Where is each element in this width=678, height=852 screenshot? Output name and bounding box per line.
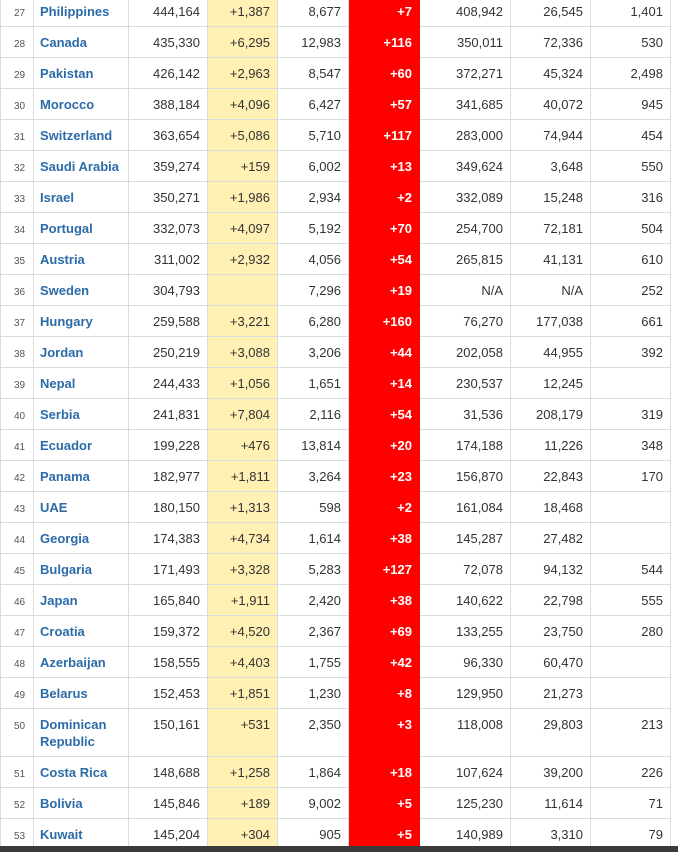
table-row xyxy=(1,585,671,616)
country-link[interactable]: UAE xyxy=(40,500,68,515)
new-deaths: +8 xyxy=(349,678,420,709)
country-link[interactable]: Georgia xyxy=(40,531,90,546)
new-cases: +4,403 xyxy=(208,647,278,678)
serious-critical: 348 xyxy=(591,430,671,461)
row-rank: 53 xyxy=(1,819,34,850)
new-deaths: +18 xyxy=(349,757,420,788)
total-cases: 148,688 xyxy=(129,757,208,788)
country-cell xyxy=(34,89,129,120)
total-recovered: 254,700 xyxy=(420,213,511,244)
country-cell xyxy=(34,0,129,27)
active-cases: 22,843 xyxy=(511,461,591,492)
country-link[interactable]: Costa Rica xyxy=(40,765,108,780)
serious-critical: 1,401 xyxy=(591,0,671,27)
total-recovered: 129,950 xyxy=(420,678,511,709)
row-rank: 50 xyxy=(1,709,34,757)
new-cases: +4,097 xyxy=(208,213,278,244)
country-cell xyxy=(34,120,129,151)
total-recovered: 145,287 xyxy=(420,523,511,554)
table-row xyxy=(1,523,671,554)
active-cases: 15,248 xyxy=(511,182,591,213)
new-cases: +4,520 xyxy=(208,616,278,647)
total-deaths: 1,614 xyxy=(278,523,349,554)
total-deaths: 2,367 xyxy=(278,616,349,647)
new-deaths: +44 xyxy=(349,337,420,368)
new-cases: +2,963 xyxy=(208,58,278,89)
serious-critical: 504 xyxy=(591,213,671,244)
total-cases: 388,184 xyxy=(129,89,208,120)
country-link[interactable]: Azerbaijan xyxy=(40,655,106,670)
total-recovered: 125,230 xyxy=(420,788,511,819)
row-rank: 27 xyxy=(1,0,34,27)
serious-critical: 319 xyxy=(591,399,671,430)
active-cases: 72,181 xyxy=(511,213,591,244)
active-cases: 208,179 xyxy=(511,399,591,430)
table-row xyxy=(1,151,671,182)
total-cases: 152,453 xyxy=(129,678,208,709)
total-deaths: 9,002 xyxy=(278,788,349,819)
serious-critical: 316 xyxy=(591,182,671,213)
country-link[interactable]: Belarus xyxy=(40,686,88,701)
active-cases: 12,245 xyxy=(511,368,591,399)
country-cell xyxy=(34,585,129,616)
table-row xyxy=(1,678,671,709)
table-row xyxy=(1,213,671,244)
total-deaths: 5,283 xyxy=(278,554,349,585)
serious-critical xyxy=(591,523,671,554)
active-cases: 45,324 xyxy=(511,58,591,89)
new-deaths: +5 xyxy=(349,819,420,850)
serious-critical: 170 xyxy=(591,461,671,492)
total-deaths: 5,710 xyxy=(278,120,349,151)
country-cell xyxy=(34,788,129,819)
total-recovered: 107,624 xyxy=(420,757,511,788)
country-link[interactable]: Switzerland xyxy=(40,128,113,143)
country-cell xyxy=(34,27,129,58)
serious-critical: 392 xyxy=(591,337,671,368)
row-rank: 52 xyxy=(1,788,34,819)
total-cases: 359,274 xyxy=(129,151,208,182)
active-cases: 11,614 xyxy=(511,788,591,819)
total-recovered: 96,330 xyxy=(420,647,511,678)
new-cases: +4,096 xyxy=(208,89,278,120)
country-cell xyxy=(34,182,129,213)
serious-critical: 226 xyxy=(591,757,671,788)
table-row xyxy=(1,368,671,399)
new-deaths: +2 xyxy=(349,492,420,523)
total-deaths: 1,864 xyxy=(278,757,349,788)
total-cases: 174,383 xyxy=(129,523,208,554)
country-link[interactable]: Philippines xyxy=(40,4,110,19)
new-cases: +2,932 xyxy=(208,244,278,275)
country-cell xyxy=(34,678,129,709)
row-rank: 32 xyxy=(1,151,34,182)
country-cell xyxy=(34,368,129,399)
row-rank: 38 xyxy=(1,337,34,368)
table-row xyxy=(1,461,671,492)
total-recovered: 202,058 xyxy=(420,337,511,368)
total-recovered: 341,685 xyxy=(420,89,511,120)
bottom-scrollbar[interactable] xyxy=(0,846,678,852)
total-recovered: 140,622 xyxy=(420,585,511,616)
country-cell xyxy=(34,709,129,757)
total-cases: 250,219 xyxy=(129,337,208,368)
new-deaths: +54 xyxy=(349,399,420,430)
new-cases: +1,911 xyxy=(208,585,278,616)
active-cases: 21,273 xyxy=(511,678,591,709)
total-recovered: 350,011 xyxy=(420,27,511,58)
new-cases: +159 xyxy=(208,151,278,182)
serious-critical: 280 xyxy=(591,616,671,647)
new-cases: +531 xyxy=(208,709,278,757)
table-row xyxy=(1,399,671,430)
total-cases: 159,372 xyxy=(129,616,208,647)
total-deaths: 1,651 xyxy=(278,368,349,399)
country-cell xyxy=(34,337,129,368)
country-link[interactable]: Kuwait xyxy=(40,827,83,842)
new-deaths: +2 xyxy=(349,182,420,213)
country-link[interactable]: Hungary xyxy=(40,314,93,329)
total-cases: 244,433 xyxy=(129,368,208,399)
active-cases: 22,798 xyxy=(511,585,591,616)
table-row xyxy=(1,819,671,850)
new-deaths: +42 xyxy=(349,647,420,678)
active-cases: 177,038 xyxy=(511,306,591,337)
active-cases: N/A xyxy=(511,275,591,306)
row-rank: 28 xyxy=(1,27,34,58)
country-cell xyxy=(34,306,129,337)
total-cases: 241,831 xyxy=(129,399,208,430)
active-cases: 23,750 xyxy=(511,616,591,647)
total-deaths: 3,264 xyxy=(278,461,349,492)
table-row xyxy=(1,244,671,275)
country-link[interactable]: Japan xyxy=(40,593,78,608)
country-link[interactable]: Portugal xyxy=(40,221,93,236)
active-cases: 72,336 xyxy=(511,27,591,58)
total-cases: 158,555 xyxy=(129,647,208,678)
serious-critical: 2,498 xyxy=(591,58,671,89)
row-rank: 37 xyxy=(1,306,34,337)
new-deaths: +13 xyxy=(349,151,420,182)
new-deaths: +7 xyxy=(349,0,420,27)
country-cell xyxy=(34,213,129,244)
total-recovered: 118,008 xyxy=(420,709,511,757)
total-cases: 332,073 xyxy=(129,213,208,244)
row-rank: 48 xyxy=(1,647,34,678)
total-deaths: 2,350 xyxy=(278,709,349,757)
new-deaths: +38 xyxy=(349,585,420,616)
total-cases: 444,164 xyxy=(129,0,208,27)
active-cases: 41,131 xyxy=(511,244,591,275)
total-cases: 145,204 xyxy=(129,819,208,850)
country-cell xyxy=(34,819,129,850)
country-cell xyxy=(34,647,129,678)
table-row xyxy=(1,647,671,678)
country-cell xyxy=(34,461,129,492)
country-cell xyxy=(34,399,129,430)
serious-critical: 454 xyxy=(591,120,671,151)
row-rank: 39 xyxy=(1,368,34,399)
table-row xyxy=(1,89,671,120)
new-deaths: +70 xyxy=(349,213,420,244)
total-deaths: 6,427 xyxy=(278,89,349,120)
row-rank: 42 xyxy=(1,461,34,492)
serious-critical xyxy=(591,492,671,523)
total-deaths: 6,280 xyxy=(278,306,349,337)
new-cases: +1,811 xyxy=(208,461,278,492)
total-recovered: 265,815 xyxy=(420,244,511,275)
total-deaths: 2,934 xyxy=(278,182,349,213)
country-link[interactable]: Nepal xyxy=(40,376,76,391)
serious-critical xyxy=(591,647,671,678)
total-recovered: 133,255 xyxy=(420,616,511,647)
new-cases: +476 xyxy=(208,430,278,461)
active-cases: 29,803 xyxy=(511,709,591,757)
total-cases: 304,793 xyxy=(129,275,208,306)
country-link[interactable]: Bolivia xyxy=(40,796,83,811)
new-cases: +3,221 xyxy=(208,306,278,337)
table-row xyxy=(1,120,671,151)
new-deaths: +3 xyxy=(349,709,420,757)
total-cases: 259,588 xyxy=(129,306,208,337)
serious-critical: 945 xyxy=(591,89,671,120)
new-cases: +6,295 xyxy=(208,27,278,58)
new-cases: +7,804 xyxy=(208,399,278,430)
total-deaths: 6,002 xyxy=(278,151,349,182)
new-cases: +4,734 xyxy=(208,523,278,554)
total-recovered: 408,942 xyxy=(420,0,511,27)
total-recovered: 140,989 xyxy=(420,819,511,850)
total-deaths: 8,547 xyxy=(278,58,349,89)
serious-critical: 661 xyxy=(591,306,671,337)
table-row xyxy=(1,337,671,368)
total-deaths: 1,755 xyxy=(278,647,349,678)
table-row xyxy=(1,306,671,337)
country-link[interactable]: Jordan xyxy=(40,345,84,360)
total-recovered: 372,271 xyxy=(420,58,511,89)
active-cases: 74,944 xyxy=(511,120,591,151)
table-row xyxy=(1,58,671,89)
total-cases: 182,977 xyxy=(129,461,208,492)
new-cases: +1,387 xyxy=(208,0,278,27)
total-recovered: 156,870 xyxy=(420,461,511,492)
new-deaths: +127 xyxy=(349,554,420,585)
country-cell xyxy=(34,492,129,523)
serious-critical: 213 xyxy=(591,709,671,757)
row-rank: 43 xyxy=(1,492,34,523)
row-rank: 47 xyxy=(1,616,34,647)
new-deaths: +19 xyxy=(349,275,420,306)
total-recovered: 349,624 xyxy=(420,151,511,182)
total-recovered: 332,089 xyxy=(420,182,511,213)
total-deaths: 2,116 xyxy=(278,399,349,430)
active-cases: 3,310 xyxy=(511,819,591,850)
table-row xyxy=(1,554,671,585)
row-rank: 33 xyxy=(1,182,34,213)
total-recovered: 76,270 xyxy=(420,306,511,337)
country-cell xyxy=(34,151,129,182)
active-cases: 39,200 xyxy=(511,757,591,788)
country-link[interactable]: Croatia xyxy=(40,624,85,639)
country-link[interactable]: Panama xyxy=(40,469,90,484)
serious-critical: 71 xyxy=(591,788,671,819)
new-deaths: +117 xyxy=(349,120,420,151)
serious-critical: 252 xyxy=(591,275,671,306)
new-deaths: +69 xyxy=(349,616,420,647)
row-rank: 34 xyxy=(1,213,34,244)
new-deaths: +160 xyxy=(349,306,420,337)
total-cases: 150,161 xyxy=(129,709,208,757)
row-rank: 44 xyxy=(1,523,34,554)
new-cases: +1,851 xyxy=(208,678,278,709)
serious-critical: 550 xyxy=(591,151,671,182)
total-deaths: 905 xyxy=(278,819,349,850)
row-rank: 41 xyxy=(1,430,34,461)
active-cases: 60,470 xyxy=(511,647,591,678)
table-row xyxy=(1,182,671,213)
new-cases: +3,088 xyxy=(208,337,278,368)
table-body xyxy=(1,0,671,850)
new-deaths: +60 xyxy=(349,58,420,89)
total-cases: 435,330 xyxy=(129,27,208,58)
table-row xyxy=(1,0,671,27)
row-rank: 51 xyxy=(1,757,34,788)
country-cell xyxy=(34,275,129,306)
active-cases: 44,955 xyxy=(511,337,591,368)
new-deaths: +20 xyxy=(349,430,420,461)
row-rank: 29 xyxy=(1,58,34,89)
row-rank: 35 xyxy=(1,244,34,275)
new-deaths: +57 xyxy=(349,89,420,120)
serious-critical: 79 xyxy=(591,819,671,850)
new-deaths: +116 xyxy=(349,27,420,58)
row-rank: 40 xyxy=(1,399,34,430)
country-cell xyxy=(34,523,129,554)
serious-critical xyxy=(591,678,671,709)
table-row xyxy=(1,788,671,819)
total-cases: 311,002 xyxy=(129,244,208,275)
country-cell xyxy=(34,244,129,275)
new-deaths: +14 xyxy=(349,368,420,399)
country-link[interactable]: Morocco xyxy=(40,97,95,112)
total-recovered: 161,084 xyxy=(420,492,511,523)
total-deaths: 598 xyxy=(278,492,349,523)
country-link[interactable]: Dominican Republic xyxy=(40,717,107,749)
new-cases: +1,258 xyxy=(208,757,278,788)
active-cases: 3,648 xyxy=(511,151,591,182)
table-row xyxy=(1,757,671,788)
new-cases: +1,313 xyxy=(208,492,278,523)
total-recovered: N/A xyxy=(420,275,511,306)
total-deaths: 12,983 xyxy=(278,27,349,58)
total-recovered: 31,536 xyxy=(420,399,511,430)
serious-critical xyxy=(591,368,671,399)
country-link[interactable]: Serbia xyxy=(40,407,80,422)
row-rank: 30 xyxy=(1,89,34,120)
active-cases: 40,072 xyxy=(511,89,591,120)
country-link[interactable]: Israel xyxy=(40,190,74,205)
serious-critical: 544 xyxy=(591,554,671,585)
row-rank: 31 xyxy=(1,120,34,151)
table-row xyxy=(1,27,671,58)
total-deaths: 1,230 xyxy=(278,678,349,709)
country-link[interactable]: Pakistan xyxy=(40,66,94,81)
total-deaths: 5,192 xyxy=(278,213,349,244)
total-cases: 145,846 xyxy=(129,788,208,819)
active-cases: 26,545 xyxy=(511,0,591,27)
total-cases: 165,840 xyxy=(129,585,208,616)
table-row xyxy=(1,430,671,461)
total-deaths: 7,296 xyxy=(278,275,349,306)
total-recovered: 174,188 xyxy=(420,430,511,461)
total-cases: 350,271 xyxy=(129,182,208,213)
country-cell xyxy=(34,430,129,461)
country-link[interactable]: Bulgaria xyxy=(40,562,93,577)
country-link[interactable]: Saudi Arabia xyxy=(40,159,119,174)
new-cases: +1,056 xyxy=(208,368,278,399)
country-cell xyxy=(34,616,129,647)
row-rank: 49 xyxy=(1,678,34,709)
country-cell xyxy=(34,58,129,89)
row-rank: 46 xyxy=(1,585,34,616)
serious-critical: 555 xyxy=(591,585,671,616)
total-cases: 180,150 xyxy=(129,492,208,523)
total-recovered: 230,537 xyxy=(420,368,511,399)
table-row xyxy=(1,616,671,647)
new-deaths: +5 xyxy=(349,788,420,819)
table-row xyxy=(1,709,671,757)
new-cases: +3,328 xyxy=(208,554,278,585)
country-link[interactable]: Canada xyxy=(40,35,87,50)
new-cases: +1,986 xyxy=(208,182,278,213)
total-cases: 426,142 xyxy=(129,58,208,89)
table-row xyxy=(1,492,671,523)
new-cases: +304 xyxy=(208,819,278,850)
serious-critical: 610 xyxy=(591,244,671,275)
active-cases: 11,226 xyxy=(511,430,591,461)
total-deaths: 8,677 xyxy=(278,0,349,27)
new-cases: +189 xyxy=(208,788,278,819)
country-link[interactable]: Austria xyxy=(40,252,85,267)
row-rank: 36 xyxy=(1,275,34,306)
active-cases: 18,468 xyxy=(511,492,591,523)
new-deaths: +54 xyxy=(349,244,420,275)
total-recovered: 283,000 xyxy=(420,120,511,151)
table-row xyxy=(1,275,671,306)
country-link[interactable]: Ecuador xyxy=(40,438,93,453)
total-deaths: 4,056 xyxy=(278,244,349,275)
new-deaths: +23 xyxy=(349,461,420,492)
active-cases: 94,132 xyxy=(511,554,591,585)
total-recovered: 72,078 xyxy=(420,554,511,585)
country-cell xyxy=(34,554,129,585)
new-cases: +5,086 xyxy=(208,120,278,151)
new-cases xyxy=(208,275,278,306)
new-deaths: +38 xyxy=(349,523,420,554)
total-deaths: 2,420 xyxy=(278,585,349,616)
total-deaths: 13,814 xyxy=(278,430,349,461)
active-cases: 27,482 xyxy=(511,523,591,554)
serious-critical: 530 xyxy=(591,27,671,58)
total-deaths: 3,206 xyxy=(278,337,349,368)
row-rank: 45 xyxy=(1,554,34,585)
country-cell xyxy=(34,757,129,788)
country-link[interactable]: Sweden xyxy=(40,283,90,298)
total-cases: 171,493 xyxy=(129,554,208,585)
total-cases: 363,654 xyxy=(129,120,208,151)
total-cases: 199,228 xyxy=(129,430,208,461)
